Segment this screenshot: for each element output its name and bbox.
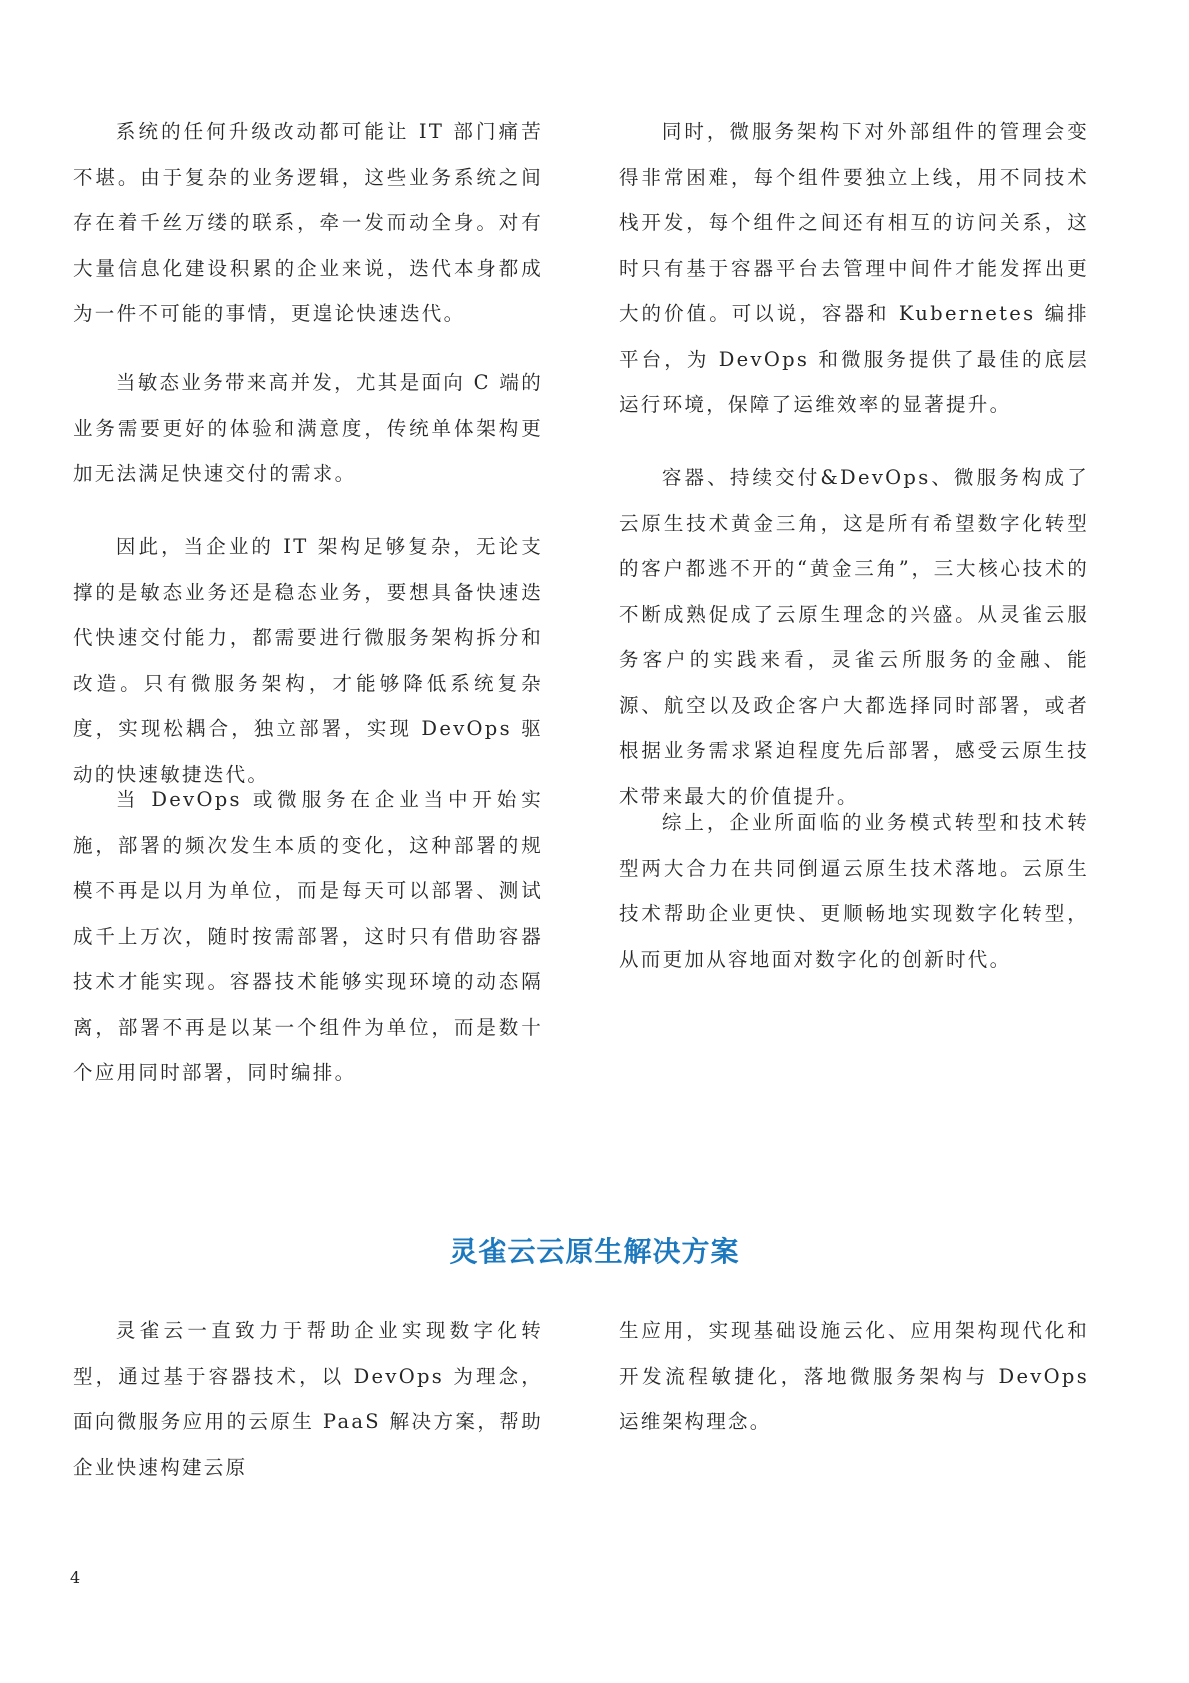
right-paragraph-1: 同时，微服务架构下对外部组件的管理会变得非常困难，每个组件要独立上线，用不同技术栈开发，每个组件之间还有相互的访问关系，这时只有基于容器平台去管理中间件才能发挥出更大的价值。可以说，容器和 Kubernetes 编排平台，为 DevOps 和微服务提供了最佳的底层运行环境，保障了运维效率的显著提升。 [619, 120, 1089, 416]
left-paragraph-2: 当敏态业务带来高并发，尤其是面向 C 端的业务需要更好的体验和满意度，传统单体架构更加无法满足快速交付的需求。 [73, 371, 543, 485]
left-paragraph-3: 因此，当企业的 IT 架构足够复杂，无论支撑的是敏态业务还是稳态业务，要想具备快速迭代快速交付能力，都需要进行微服务架构拆分和改造。只有微服务架构，才能够降低系统复杂度，实现松耦合，独立部署，实现 DevOps 驱动的快速敏捷迭代。 [73, 535, 543, 786]
left-paragraph-1: 系统的任何升级改动都可能让 IT 部门痛苦不堪。由于复杂的业务逻辑，这些业务系统之间存在着千丝万缕的联系，牵一发而动全身。对有大量信息化建设积累的企业来说，迭代本身都成为一件不可能的事情，更遑论快速迭代。 [73, 120, 543, 325]
right-paragraph-3: 综上，企业所面临的业务模式转型和技术转型两大合力在共同倒逼云原生技术落地。云原生技术帮助企业更快、更顺畅地实现数字化转型，从而更加从容地面对数字化的创新时代。 [619, 811, 1089, 971]
section-heading: 灵雀云云原生解决方案 [449, 1235, 740, 1268]
section-left-paragraph: 灵雀云一直致力于帮助企业实现数字化转型，通过基于容器技术，以 DevOps 为理念，面向微服务应用的云原生 PaaS 解决方案，帮助企业快速构建云原 [73, 1319, 543, 1479]
right-paragraph-2: 容器、持续交付&DevOps、微服务构成了云原生技术黄金三角，这是所有希望数字化转型的客户都逃不开的“黄金三角”，三大核心技术的不断成熟促成了云原生理念的兴盛。从灵雀云服务客户的实践来看，灵雀云所服务的金融、能源、航空以及政企客户大都选择同时部署，或者根据业务需求紧迫程度先后部署，感受云原生技术带来最大的价值提升。 [619, 466, 1089, 808]
left-paragraph-4: 当 DevOps 或微服务在企业当中开始实施，部署的频次发生本质的变化，这种部署的规模不再是以月为单位，而是每天可以部署、测试成千上万次，随时按需部署，这时只有借助容器技术才能实现。容器技术能够实现环境的动态隔离，部署不再是以某一个组件为单位，而是数十个应用同时部署，同时编排。 [73, 788, 543, 1084]
section-right-paragraph: 生应用，实现基础设施云化、应用架构现代化和开发流程敏捷化，落地微服务架构与 DevOps 运维架构理念。 [619, 1319, 1089, 1433]
page-number: 4 [70, 1568, 81, 1587]
